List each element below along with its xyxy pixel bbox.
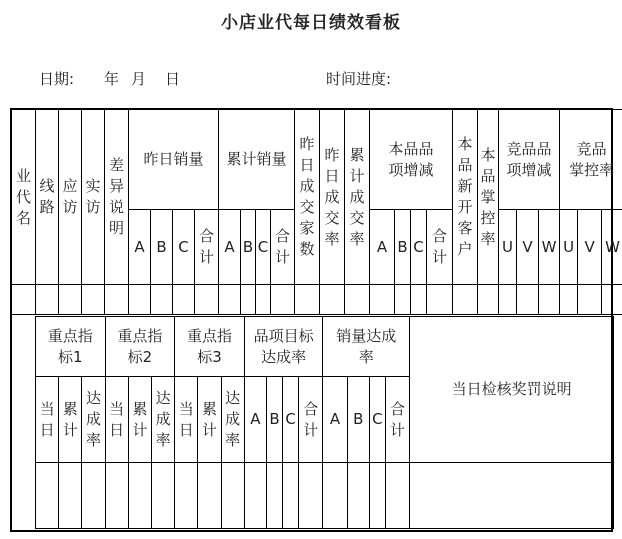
sub-header-cumulative: 累 计: [59, 377, 82, 463]
data-cell[interactable]: [283, 463, 299, 529]
data-cell[interactable]: [12, 285, 36, 315]
data-cell[interactable]: [499, 285, 517, 315]
data-cell[interactable]: [517, 285, 539, 315]
sub-header-rate: 达 成 率: [151, 377, 174, 463]
sub-header-cumulative: 累 计: [198, 377, 221, 463]
header-comp-sku-change: 竞品品 项增减: [499, 110, 560, 210]
sub-header-rate: 达 成 率: [82, 377, 105, 463]
data-cell[interactable]: [244, 463, 266, 529]
sub-header-b: B: [347, 377, 369, 463]
data-cell[interactable]: [370, 285, 395, 315]
header-own-sku-change: 本品品 项增减: [370, 110, 453, 210]
sub-header-w: W: [539, 210, 560, 285]
data-cell[interactable]: [256, 285, 271, 315]
time-progress-label: 时间进度:: [326, 70, 392, 88]
data-cell[interactable]: [539, 285, 560, 315]
sub-header-total: 合 计: [427, 210, 453, 285]
header-comp-control-rate: 竞品 掌控率: [560, 110, 622, 210]
header-should-visit: 应 访: [59, 110, 82, 285]
data-cell[interactable]: [385, 463, 409, 529]
header-own-control-rate: 本 品 掌 控 率: [478, 110, 499, 285]
sub-header-u: U: [560, 210, 578, 285]
sub-header-a: A: [219, 210, 241, 285]
sub-header-b: B: [266, 377, 282, 463]
sub-header-b: B: [151, 210, 173, 285]
header-yesterday-sales: 昨日销量: [129, 110, 219, 210]
data-cell[interactable]: [36, 285, 59, 315]
data-cell[interactable]: [59, 285, 82, 315]
sub-header-u: U: [499, 210, 517, 285]
data-cell[interactable]: [82, 285, 105, 315]
header-variance-note: 差 异 说 明: [105, 110, 129, 285]
sub-header-w: W: [602, 210, 622, 285]
sales-metrics-table: [11, 109, 622, 315]
sub-header-total: 合 计: [271, 210, 295, 285]
header-staff-name: 业 代 名: [12, 110, 36, 285]
sub-header-c: C: [173, 210, 195, 285]
data-cell[interactable]: [151, 463, 174, 529]
sub-header-c: C: [369, 377, 385, 463]
header-yesterday-deal-rate: 昨 日 成 交 率: [320, 110, 345, 285]
data-cell[interactable]: [410, 463, 614, 529]
data-cell[interactable]: [395, 285, 411, 315]
data-cell[interactable]: [195, 285, 219, 315]
performance-board-frame: [10, 108, 621, 532]
date-label: 日期:: [39, 70, 75, 88]
data-cell[interactable]: [221, 463, 244, 529]
data-cell[interactable]: [578, 285, 602, 315]
table-row: [36, 463, 614, 529]
data-cell[interactable]: [453, 285, 478, 315]
sub-header-rate: 达 成 率: [221, 377, 244, 463]
data-cell[interactable]: [36, 463, 59, 529]
header-key-index-1: 重点指 标1: [36, 317, 106, 377]
sub-header-v: V: [517, 210, 539, 285]
header-own-new-customers: 本 品 新 开 客 户: [453, 110, 478, 285]
header-key-index-3: 重点指 标3: [175, 317, 245, 377]
sub-header-total: 合 计: [385, 377, 409, 463]
year-label: 年: [104, 70, 120, 88]
data-cell[interactable]: [427, 285, 453, 315]
header-cumulative-sales: 累计销量: [219, 110, 295, 210]
header-cumulative-deal-rate: 累 计 成 交 率: [345, 110, 370, 285]
achievement-table: [35, 316, 614, 529]
data-cell[interactable]: [219, 285, 241, 315]
sub-header-day: 当 日: [175, 377, 198, 463]
data-cell[interactable]: [151, 285, 173, 315]
data-cell[interactable]: [105, 463, 128, 529]
sub-header-a: A: [129, 210, 151, 285]
sub-header-cumulative: 累 计: [128, 377, 151, 463]
sub-header-a: A: [323, 377, 347, 463]
data-cell[interactable]: [266, 463, 282, 529]
header-sku-achievement-rate: 品项目标 达成率: [244, 317, 323, 377]
sub-header-c: C: [256, 210, 271, 285]
data-cell[interactable]: [173, 285, 195, 315]
sub-header-b: B: [395, 210, 411, 285]
page-title: 小店业代每日绩效看板: [221, 13, 401, 33]
data-cell[interactable]: [198, 463, 221, 529]
sub-header-v: V: [578, 210, 602, 285]
data-cell[interactable]: [128, 463, 151, 529]
data-cell[interactable]: [345, 285, 370, 315]
sub-header-c: C: [283, 377, 299, 463]
header-key-index-2: 重点指 标2: [105, 317, 175, 377]
data-cell[interactable]: [602, 285, 622, 315]
table-row: [12, 285, 622, 315]
sub-header-b: B: [241, 210, 256, 285]
header-volume-achievement-rate: 销量达成 率: [323, 317, 410, 377]
data-cell[interactable]: [478, 285, 499, 315]
sub-header-a: A: [370, 210, 395, 285]
data-cell[interactable]: [175, 463, 198, 529]
data-cell[interactable]: [411, 285, 427, 315]
data-cell[interactable]: [82, 463, 105, 529]
sub-header-total: 合 计: [299, 377, 323, 463]
sub-header-total: 合 计: [195, 210, 219, 285]
header-daily-review-note: 当日检核奖罚说明: [410, 317, 614, 463]
sub-header-a: A: [244, 377, 266, 463]
data-cell[interactable]: [241, 285, 256, 315]
data-cell[interactable]: [320, 285, 345, 315]
data-cell[interactable]: [369, 463, 385, 529]
data-cell[interactable]: [560, 285, 578, 315]
header-actual-visit: 实 访: [82, 110, 105, 285]
data-cell[interactable]: [59, 463, 82, 529]
data-cell[interactable]: [129, 285, 151, 315]
sub-header-day: 当 日: [36, 377, 59, 463]
month-label: 月: [131, 70, 147, 88]
data-cell[interactable]: [105, 285, 129, 315]
day-label: 日: [165, 70, 181, 88]
data-cell[interactable]: [299, 463, 323, 529]
data-cell[interactable]: [271, 285, 295, 315]
header-route: 线 路: [36, 110, 59, 285]
data-cell[interactable]: [323, 463, 347, 529]
data-cell[interactable]: [347, 463, 369, 529]
sub-header-day: 当 日: [105, 377, 128, 463]
sub-header-c: C: [411, 210, 427, 285]
header-yesterday-deal-count: 昨 日 成 交 家 数: [295, 110, 320, 285]
data-cell[interactable]: [295, 285, 320, 315]
